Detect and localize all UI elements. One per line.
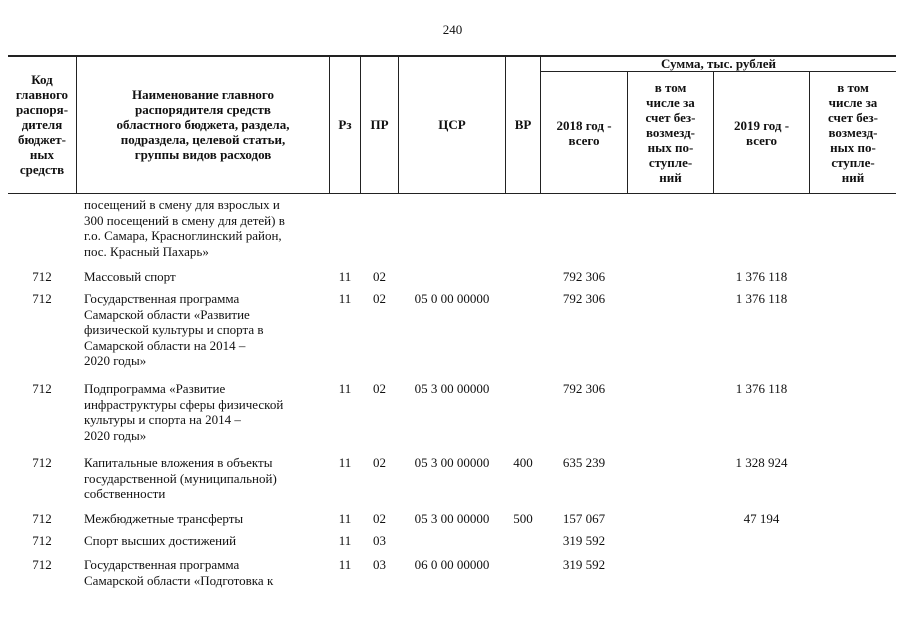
header-line: счет без- <box>645 110 696 125</box>
cell-y2019: 1 328 924 <box>735 455 788 470</box>
cell-pr: 03 <box>373 557 386 572</box>
header-pr: ПР <box>370 117 389 132</box>
cell-name <box>84 557 329 588</box>
header-line: ных по- <box>647 140 694 155</box>
cell-rz: 11 <box>338 381 352 396</box>
cell-rz: 11 <box>338 269 352 284</box>
header-line: распоря- <box>15 102 69 117</box>
cell-csr: 05 3 00 00000 <box>414 511 490 526</box>
cell-pr: 02 <box>373 511 386 526</box>
header-2019-total <box>714 72 809 193</box>
cell-code: 712 <box>32 291 52 306</box>
cell-csr: 05 3 00 00000 <box>414 455 490 470</box>
cell-y2018: 319 592 <box>562 557 606 572</box>
cell-code: 712 <box>32 557 52 572</box>
cell-pr: 02 <box>373 455 386 470</box>
header-line: бюджет- <box>17 132 66 147</box>
header-line: распорядителя средств <box>135 102 271 117</box>
cell-y2018: 792 306 <box>562 291 606 306</box>
name-line: физической культуры и спорта в <box>84 322 264 337</box>
header-line: группы видов расходов <box>134 147 272 162</box>
cell-code: 712 <box>32 381 52 396</box>
header-line: 2019 год - <box>733 117 790 133</box>
header-line: в том <box>654 80 687 95</box>
header-rz: Рз <box>338 117 352 132</box>
cell-code: 712 <box>32 533 52 548</box>
cell-name <box>84 455 329 502</box>
cell-name <box>84 291 329 369</box>
header-name <box>77 56 329 193</box>
cell-y2018: 157 067 <box>562 511 606 526</box>
name-line: собственности <box>84 486 166 501</box>
header-line: ступле- <box>831 155 875 170</box>
cell-pr: 02 <box>373 381 386 396</box>
cell-vr: 400 <box>513 455 533 470</box>
name-line: 2020 годы» <box>84 427 147 443</box>
header-vr: ВР <box>514 117 532 132</box>
cell-pr: 02 <box>373 291 386 306</box>
name-line: 300 посещений в смену для детей) в <box>84 212 285 228</box>
cell-rz: 11 <box>338 533 352 548</box>
cell-y2019: 1 376 118 <box>735 291 788 306</box>
cell-code: 712 <box>32 455 52 470</box>
cell-y2018: 319 592 <box>562 533 606 548</box>
header-line: ний <box>659 170 682 185</box>
header-line: Наименование главного <box>131 87 275 102</box>
page-number: 240 <box>442 22 463 37</box>
header-line: Код <box>31 72 53 87</box>
cell-csr: 06 0 00 00000 <box>414 557 490 572</box>
cell-name <box>84 533 329 549</box>
cell-name <box>84 511 329 527</box>
name-line: г.о. Самара, Красноглинский район, <box>84 228 282 243</box>
cell-y2019: 47 194 <box>743 511 780 526</box>
header-line: 2018 год - <box>556 117 612 133</box>
cell-rz: 11 <box>338 511 352 526</box>
cell-y2018: 635 239 <box>562 455 606 470</box>
name-line: пос. Красный Пахарь» <box>84 243 209 259</box>
header-csr: ЦСР <box>438 117 466 132</box>
header-sum-group: Сумма, тыс. рублей <box>661 56 776 71</box>
cell-code: 712 <box>32 269 52 284</box>
cell-rz: 11 <box>338 557 352 572</box>
header-line: возмезд- <box>828 125 878 140</box>
name-line: Капитальные вложения в объекты <box>84 455 273 470</box>
cell-y2019: 1 376 118 <box>735 381 788 396</box>
header-2018-free <box>628 72 713 193</box>
header-line: счет без- <box>828 110 878 125</box>
cell-pr: 03 <box>373 533 386 548</box>
name-line: Самарской области «Развитие <box>84 306 250 322</box>
cell-rz: 11 <box>338 455 352 470</box>
header-line: средств <box>19 162 65 177</box>
header-line: ных по- <box>830 140 876 155</box>
name-line: Самарской области «Подготовка к <box>84 572 274 588</box>
header-line: главного <box>15 87 69 102</box>
name-line: Массовый спорт <box>84 269 176 284</box>
cell-pr: 02 <box>373 269 386 284</box>
cell-y2018: 792 306 <box>562 269 606 284</box>
name-line: 2020 годы» <box>84 353 147 368</box>
cell-name <box>84 269 329 285</box>
header-line: всего <box>568 132 600 148</box>
header-line: подраздела, целевой статьи, <box>120 132 286 147</box>
cell-vr: 500 <box>513 511 533 526</box>
header-line: ступле- <box>648 155 693 170</box>
header-2019-free <box>810 72 896 193</box>
name-line: Государственная программа <box>84 291 240 306</box>
name-line: Подпрограмма «Развитие <box>84 381 226 396</box>
header-line: областного бюджета, раздела, <box>116 117 290 132</box>
header-line: возмезд- <box>646 125 695 140</box>
cell-csr: 05 0 00 00000 <box>414 291 490 306</box>
header-2018-total <box>541 72 627 193</box>
cell-y2019: 1 376 118 <box>735 269 788 284</box>
header-bottom-border <box>8 193 896 194</box>
header-line: ных <box>29 147 55 162</box>
cell-name <box>84 197 329 259</box>
cell-y2018: 792 306 <box>562 381 606 396</box>
name-line: Государственная программа <box>84 557 240 572</box>
cell-rz: 11 <box>338 291 352 306</box>
header-line: ний <box>841 170 865 185</box>
name-line: посещений в смену для взрослых и <box>84 197 280 212</box>
cell-csr: 05 3 00 00000 <box>414 381 490 396</box>
cell-name <box>84 381 329 443</box>
name-line: культуры и спорта на 2014 – <box>84 412 241 427</box>
header-line: числе за <box>828 95 878 110</box>
name-line: Межбюджетные трансферты <box>84 511 244 526</box>
header-line: в том <box>837 80 869 95</box>
header-code <box>8 56 76 193</box>
cell-code: 712 <box>32 511 52 526</box>
name-line: государственной (муниципальной) <box>84 470 277 486</box>
name-line: Спорт высших достижений <box>84 533 237 548</box>
header-line: числе за <box>646 95 695 110</box>
name-line: Самарской области на 2014 – <box>84 337 246 353</box>
header-line: дителя <box>21 117 63 132</box>
name-line: инфраструктуры сферы физической <box>84 396 284 412</box>
header-line: всего <box>746 132 777 148</box>
